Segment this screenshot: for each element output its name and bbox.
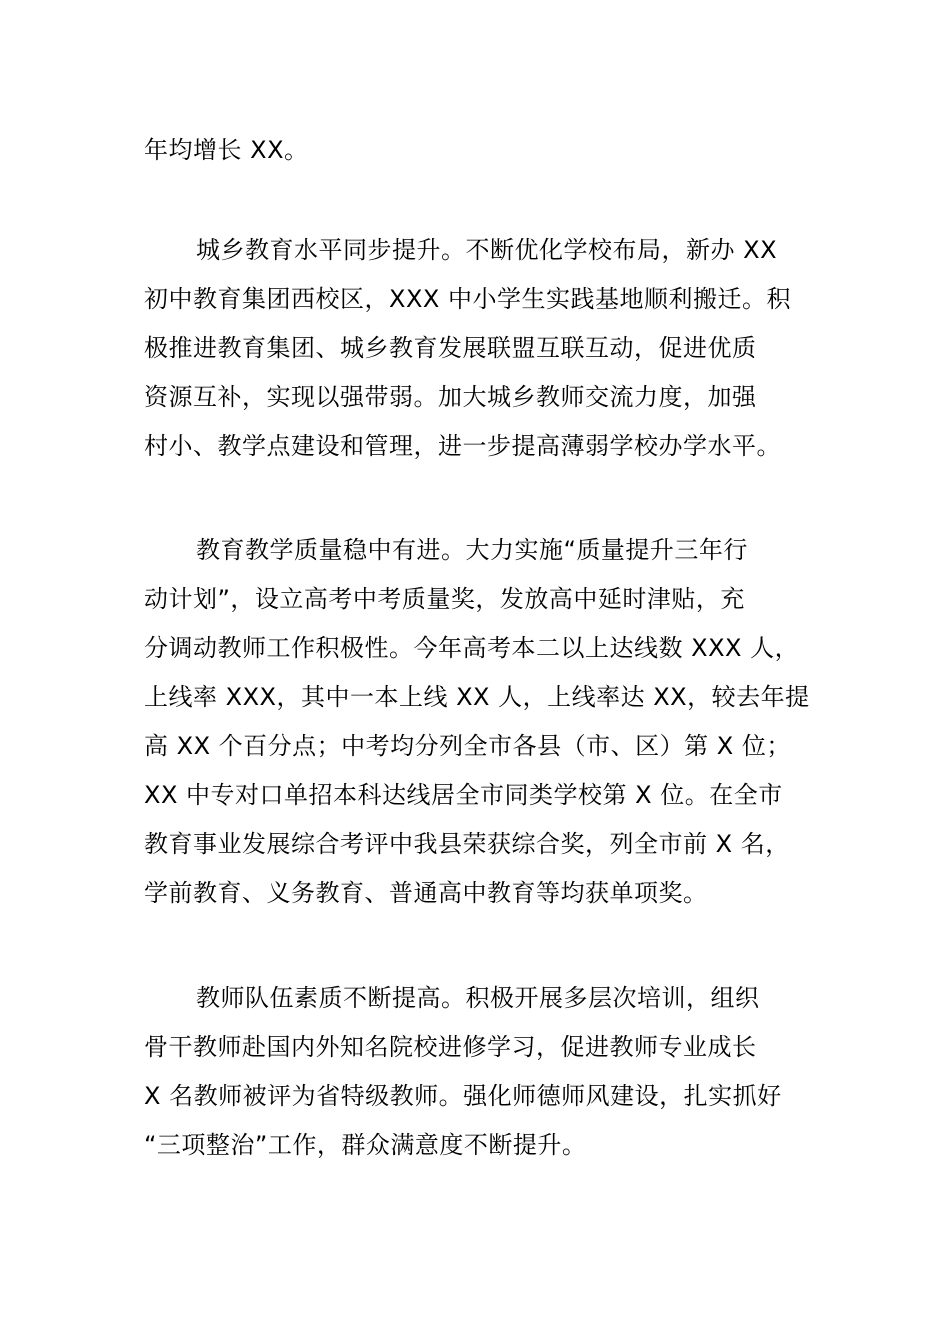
text-line: 高 XX 个百分点；中考均分列全市各县（市、区）第 X 位； bbox=[144, 732, 791, 760]
paragraph-continuation bbox=[144, 126, 824, 175]
text-line: 年均增长 XX。 bbox=[144, 136, 309, 164]
text-line: 资源互补，实现以强带弱。加大城乡教师交流力度，加强 bbox=[144, 383, 757, 411]
paragraph-teaching-quality bbox=[144, 526, 824, 918]
text-line: 城乡教育水平同步提升。不断优化学校布局，新办 XX bbox=[196, 236, 778, 264]
text-line: 学前教育、义务教育、普通高中教育等均获单项奖。 bbox=[144, 879, 708, 907]
text-line: 极推进教育集团、城乡教育发展联盟互联互动，促进优质 bbox=[144, 334, 757, 362]
text-line: 教师队伍素质不断提高。积极开展多层次培训，组织 bbox=[196, 984, 760, 1012]
text-line: 教育教学质量稳中有进。大力实施“质量提升三年行 bbox=[196, 536, 748, 564]
paragraph-teacher-quality bbox=[144, 974, 824, 1170]
text-line: 骨干教师赴国内外知名院校进修学习，促进教师专业成长 bbox=[144, 1033, 757, 1061]
text-line: 上线率 XXX，其中一本上线 XX 人，上线率达 XX，较去年提 bbox=[144, 683, 810, 711]
text-line: 村小、教学点建设和管理，进一步提高薄弱学校办学水平。 bbox=[144, 432, 781, 460]
text-line: 教育事业发展综合考评中我县荣获综合奖，列全市前 X 名， bbox=[144, 830, 790, 858]
text-line: XX 中专对口单招本科达线居全市同类学校第 X 位。在全市 bbox=[144, 781, 783, 809]
paragraph-urban-rural-education bbox=[144, 226, 824, 471]
text-line: 初中教育集团西校区，XXX 中小学生实践基地顺利搬迁。积 bbox=[144, 285, 791, 313]
text-line: X 名教师被评为省特级教师。强化师德师风建设，扎实抓好 bbox=[144, 1082, 782, 1110]
text-line: 动计划”，设立高考中考质量奖，发放高中延时津贴，充 bbox=[144, 585, 745, 613]
text-line: 分调动教师工作积极性。今年高考本二以上达线数 XXX 人， bbox=[144, 634, 800, 662]
text-line: “三项整治”工作，群众满意度不断提升。 bbox=[144, 1131, 587, 1159]
